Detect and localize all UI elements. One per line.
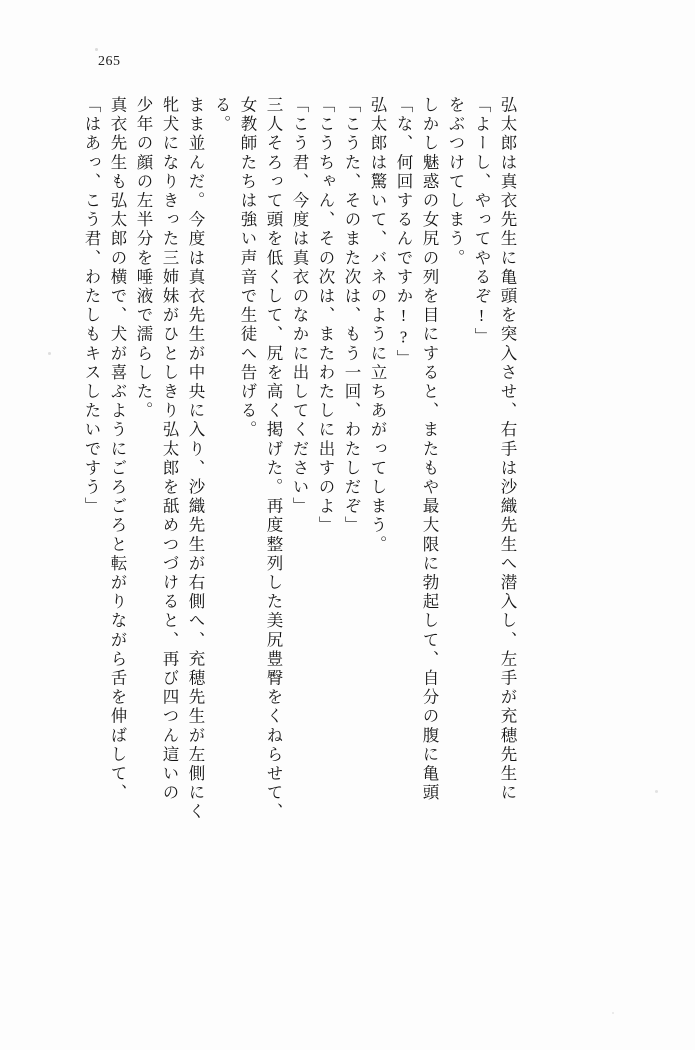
text-line: 女教師たちは強い声音で生徒へ告げる。 (238, 96, 257, 440)
text-line: まま並んだ。今度は真衣先生が中央に入り、沙織先生が右側へ、充穂先生が左側にく (186, 96, 205, 822)
text-line: 牝犬になりきった三姉妹がひとしきり弘太郎を舐めつづけると、再び四つん這いの (160, 96, 179, 803)
text-line: 「こう君、今度は真衣のなかに出してください」 (290, 96, 309, 517)
text-line: 「こうちゃん、その次は、またわたしに出すのよ」 (316, 96, 335, 536)
text-line: しかし魅惑の女尻の列を目にすると、またもや最大限に勃起して、自分の腹に亀頭 (420, 96, 439, 803)
page-speckle (95, 48, 98, 51)
text-line: 弘太郎は驚いて、バネのように立ちあがってしまう。 (368, 96, 387, 555)
page-speckle (612, 1012, 614, 1014)
text-line: 「こうた、そのまた次は、もう一回、わたしだぞ」 (342, 96, 361, 536)
body-text (73, 96, 633, 976)
page-number: 265 (98, 54, 121, 69)
text-line: る。 (212, 96, 231, 135)
page-speckle (48, 352, 51, 355)
text-line: をぶつけてしまう。 (446, 96, 465, 268)
page-speckle (655, 790, 658, 793)
text-line: 「よーし、やってやるぞ!」 (472, 96, 491, 347)
text-line: 「はあっ、こう君、わたしもキスしたいですう」 (82, 96, 101, 517)
text-line: 真衣先生も弘太郎の横で、犬が喜ぶようにごろごろと転がりながら舌を伸ばして、 (108, 96, 127, 803)
text-line: 「な、何回するんですか!?」 (394, 96, 413, 369)
text-line: 三人そろって頭を低くして、尻を高く掲げた。再度整列した美尻豊臀をくねらせて、 (264, 96, 283, 822)
text-line: 少年の顔の左半分を唾液で濡らした。 (134, 96, 153, 421)
text-line: 弘太郎は真衣先生に亀頭を突入させ、右手は沙織先生へ潜入し、左手が充穂先生に (498, 96, 517, 803)
